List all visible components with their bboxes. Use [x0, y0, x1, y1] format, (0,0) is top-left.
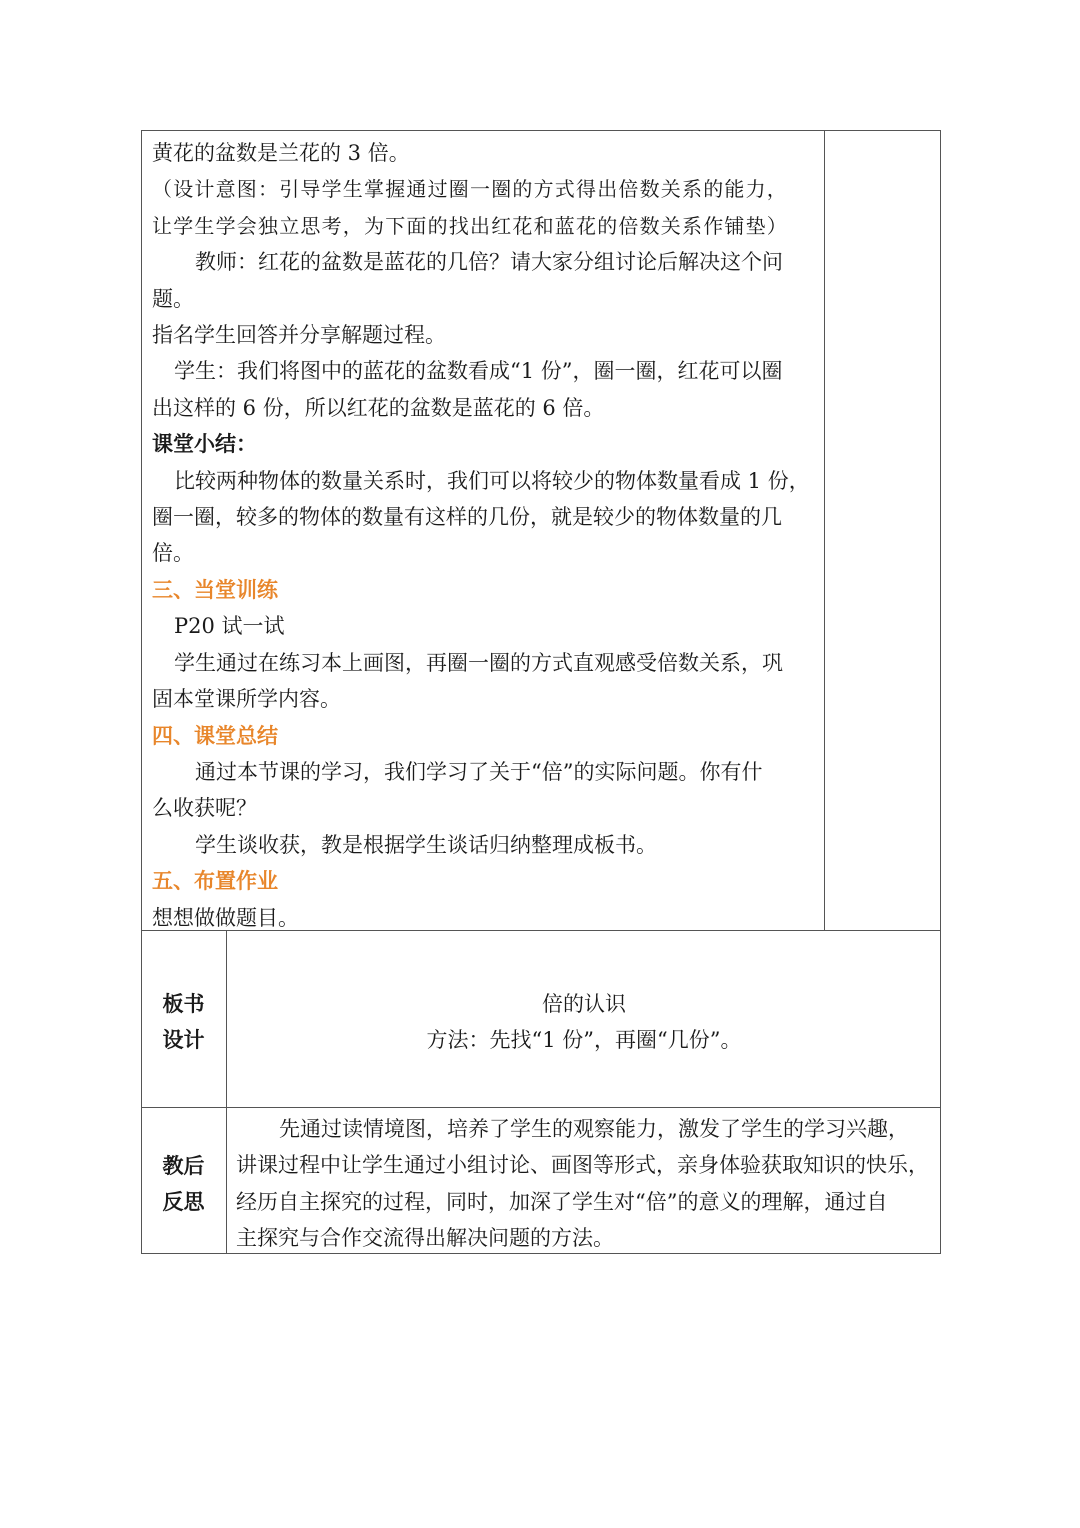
section-heading-summary: 四、课堂总结: [152, 723, 278, 748]
label-column-divider: [226, 930, 227, 1254]
reflection-line: 主探究与合作交流得出解决问题的方法。: [236, 1226, 614, 1251]
lesson-line: 题。: [152, 286, 194, 311]
lesson-line: 黄花的盆数是兰花的 3 倍。: [152, 141, 410, 165]
lesson-line: 指名学生回答并分享解题过程。: [152, 323, 446, 348]
row-divider-reflection: [141, 1107, 941, 1108]
summary-heading: 课堂小结：: [152, 432, 257, 457]
section-heading-practice: 三、当堂训练: [152, 577, 278, 602]
board-label-line: 设计: [162, 1028, 205, 1053]
reflection-label-line: 教后: [162, 1154, 205, 1178]
reflection-line: 先通过读情境图，培养了学生的观察能力，激发了学生的学习兴趣，: [279, 1117, 909, 1141]
summary-response: 学生谈收获，教是根据学生谈话归纳整理成板书。: [195, 832, 657, 857]
design-intent-note: 让学生学会独立思考，为下面的找出红花和蓝花的倍数关系作铺垫）: [152, 213, 788, 238]
side-column-divider: [824, 130, 825, 930]
lesson-content: [152, 135, 820, 936]
practice-text: 固本堂课所学内容。: [152, 687, 341, 712]
board-content: [227, 986, 941, 1059]
practice-text: 学生通过在练习本上画图，再圈一圈的方式直观感受倍数关系，巩: [174, 650, 783, 675]
summary-question: 么收获呢？: [152, 796, 257, 821]
student-answer: 学生：我们将图中的蓝花的盆数看成“1 份”，圈一圈，红花可以圈: [174, 359, 783, 384]
practice-reference: P20 试一试: [174, 614, 285, 639]
board-design-label: [141, 986, 226, 1059]
summary-text: 圈一圈，较多的物体的数量有这样的几份，就是较少的物体数量的几: [152, 505, 782, 530]
reflection-label: [141, 1148, 226, 1221]
reflection-content: [236, 1111, 936, 1257]
board-method: 方法：先找“1 份”，再圈“几份”。: [426, 1028, 742, 1053]
student-answer: 出这样的 6 份，所以红花的盆数是蓝花的 6 倍。: [152, 395, 605, 420]
section-heading-homework: 五、布置作业: [152, 869, 278, 894]
reflection-line: 讲课过程中让学生通过小组讨论、画图等形式，亲身体验获取知识的快乐，: [236, 1153, 929, 1178]
board-title: 倍的认识: [542, 992, 626, 1016]
reflection-line: 经历自主探究的过程，同时，加深了学生对“倍”的意义的理解，通过自: [236, 1189, 888, 1214]
homework-text: 想想做做题目。: [152, 905, 299, 930]
summary-text: 倍。: [152, 541, 194, 566]
reflection-label-line: 反思: [162, 1190, 205, 1215]
board-label-line: 板书: [162, 992, 205, 1016]
design-intent-note: （设计意图：引导学生掌握通过圈一圈的方式得出倍数关系的能力，: [152, 177, 788, 202]
summary-question: 通过本节课的学习，我们学习了关于“倍”的实际问题。你有什: [195, 759, 763, 784]
teacher-question: 教师：红花的盆数是蓝花的几倍？请大家分组讨论后解决这个问: [195, 250, 783, 275]
summary-text: 比较两种物体的数量关系时，我们可以将较少的物体数量看成 1 份，: [174, 468, 810, 493]
